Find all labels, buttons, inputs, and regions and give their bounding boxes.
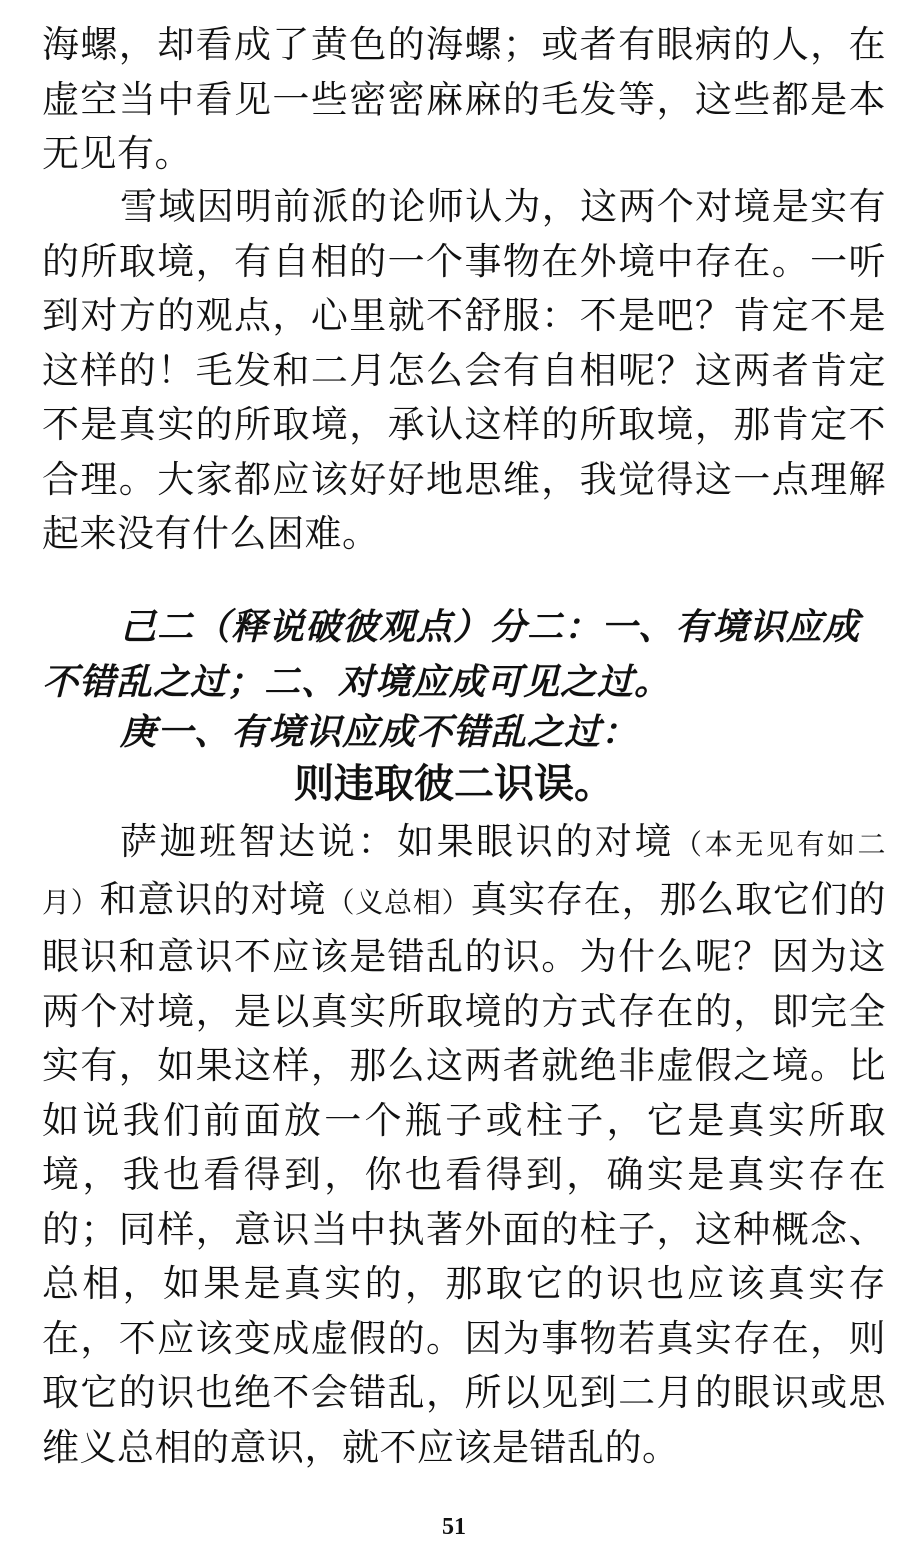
subsection-heading: 庚一、有境识应成不错乱之过： [120,712,639,753]
paragraph-opponent-view: 雪域因明前派的论师认为，这两个对境是实有的所取境，有自相的一个事物在外境中存在。一听到对方的观点，心里就不舒服：不是吧？肯定不是这样的！毛发和二月怎么会有自相呢？这两者肯定不是真实的所取境，承认这样的所取境，那肯定不合理。大家都应该好好地思维，我觉得这一点理解起来没有什么困难。 [42,185,886,555]
commentary-text-2: 和意识的对境 [99,877,327,921]
paragraph-continued: 海螺，却看成了黄色的海螺；或者有眼病的人，在虚空当中看见一些密密麻麻的毛发等，这些都是本无见有。 [42,23,886,175]
inline-note-1: （本无见有如二月） [42,828,886,919]
commentary-text-3: 真实存在，那么取它们的眼识和意识不应该是错乱的识。为什么呢？因为这两个对境，是以真实所取境的方式存在的，即完全实有，如果这样，那么这两者就绝非虚假之境。比如说我们前面放一个瓶子或柱子，它是真实所取境，我也看得到，你也看得到，确实是真实存在的；同样，意识当中执著外面的柱子，这种概念、总相，如果是真实的，那取它的识也应该真实存在，不应该变成虚假的。因为事物若真实存在，则取它的识也绝不会错乱，所以见到二月的眼识或思维义总相的意识，就不应该是错乱的。 [42,877,886,1469]
inline-note-2: （义总相） [326,885,471,919]
root-verse: 则违取彼二识误。 [294,761,614,807]
page-number: 51 [442,1514,466,1540]
section-heading: 己二（释说破彼观点）分二：一、有境识应成不错乱之过；二、对境应成可见之过。 [42,607,861,703]
commentary-text-1: 萨迦班智达说：如果眼识的对境 [120,820,675,863]
paragraph-commentary [42,815,886,1475]
